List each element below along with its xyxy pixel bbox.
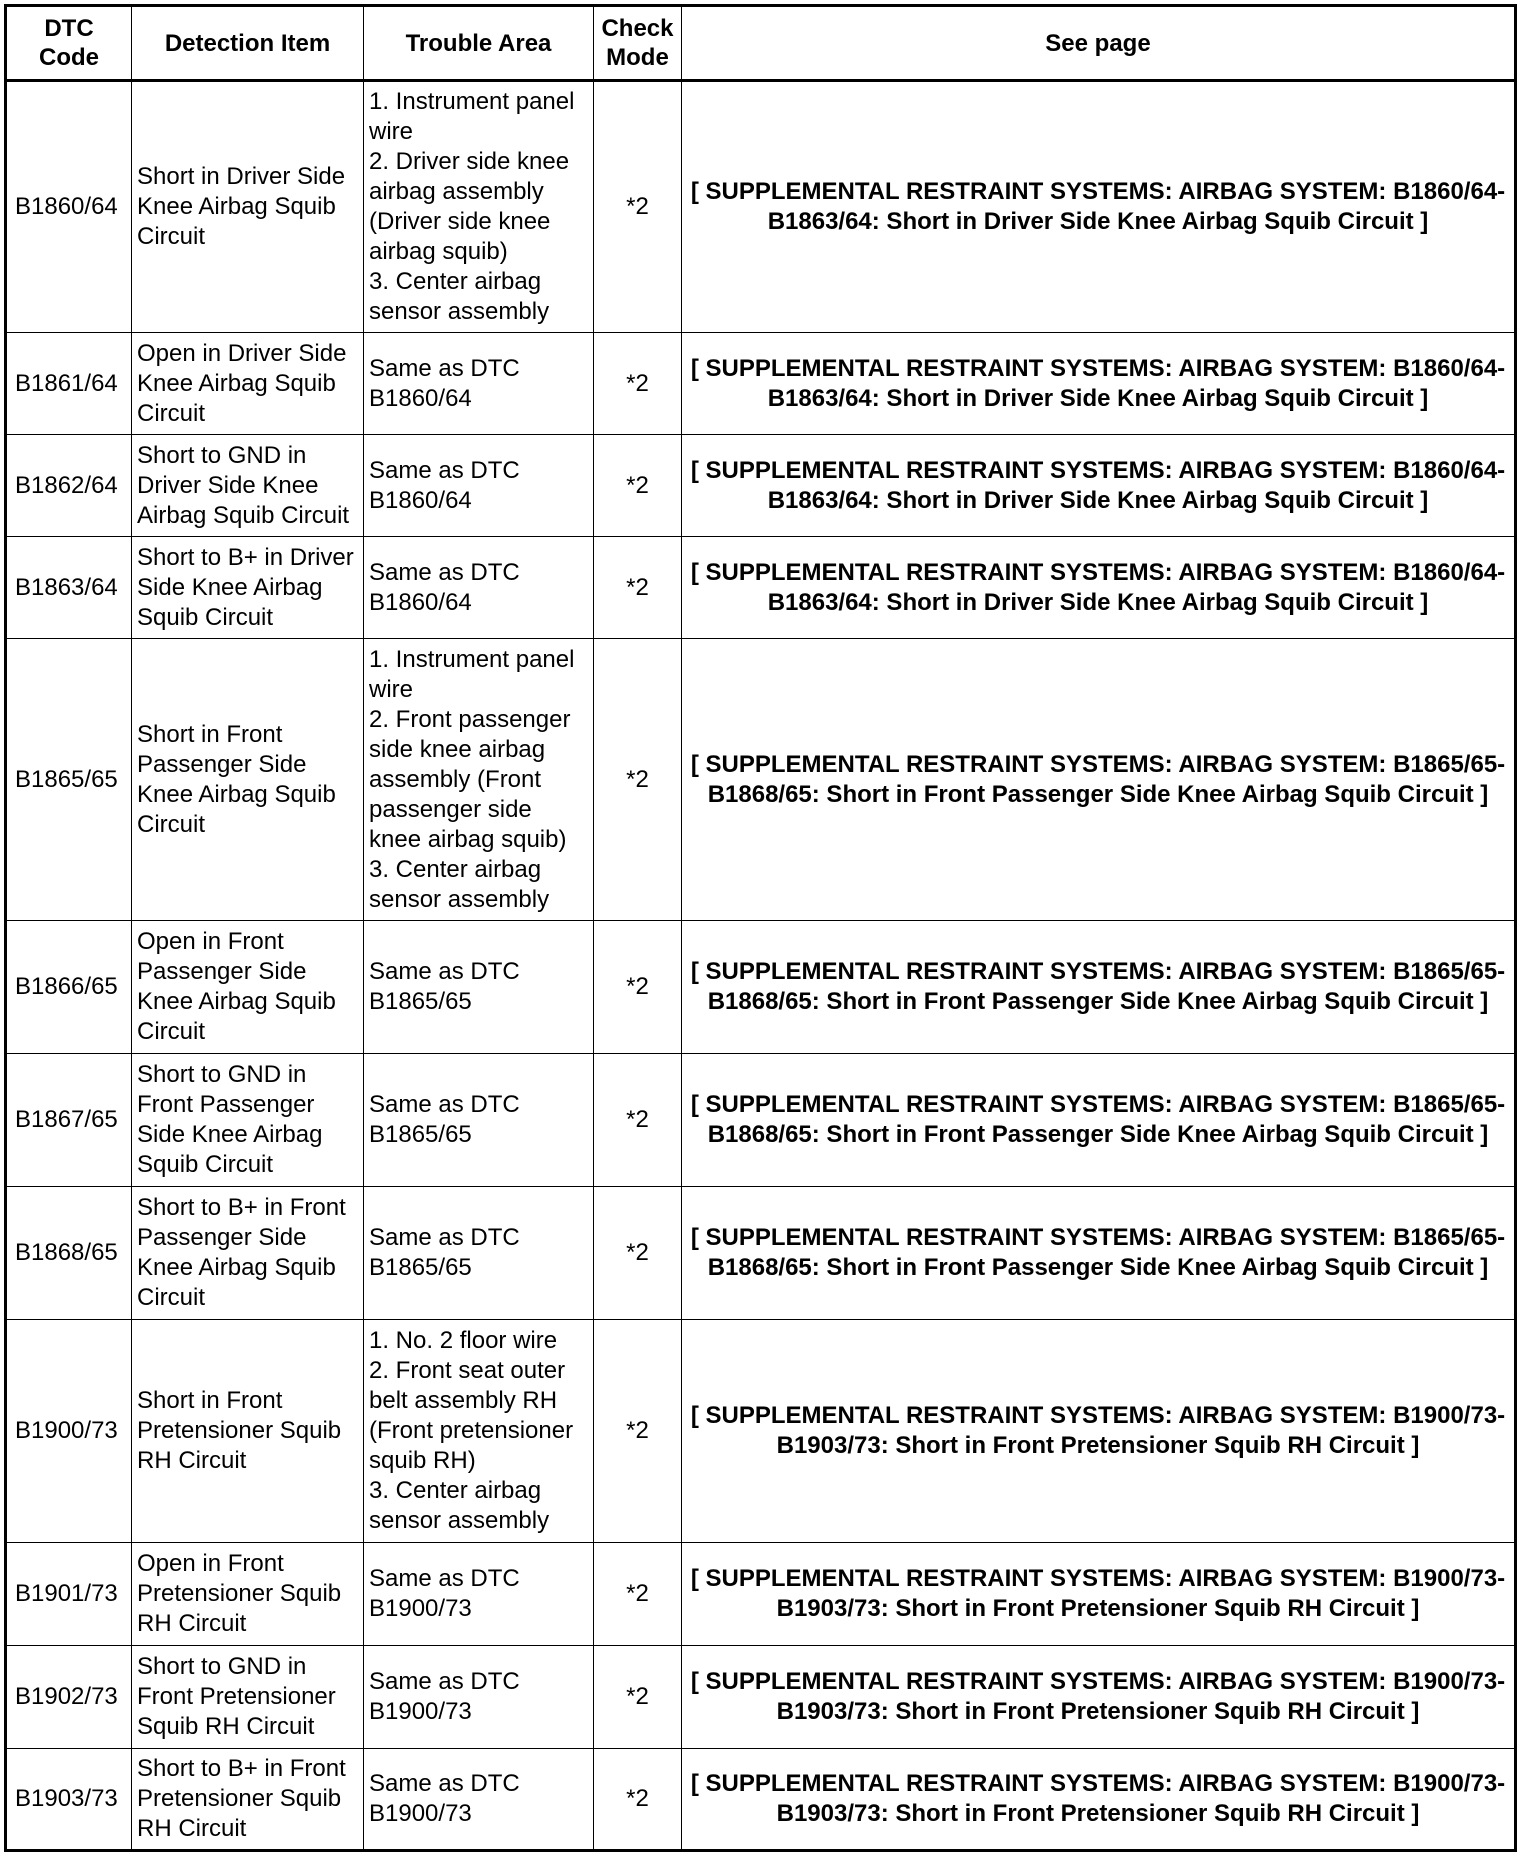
check-mode-cell: *2 (594, 1320, 682, 1543)
check-mode-cell: *2 (594, 81, 682, 333)
see-page-link[interactable]: [ SUPPLEMENTAL RESTRAINT SYSTEMS: AIRBAG SYSTEM: B1860/64-B1863/64: Short in Driver Side Knee Airbag Squib Circuit ] (682, 333, 1516, 435)
see-page-link[interactable]: [ SUPPLEMENTAL RESTRAINT SYSTEMS: AIRBAG SYSTEM: B1860/64-B1863/64: Short in Driver Side Knee Airbag Squib Circuit ] (682, 435, 1516, 537)
dtc-code-cell: B1901/73 (6, 1543, 132, 1646)
dtc-code-cell: B1867/65 (6, 1054, 132, 1187)
table-row (6, 81, 1516, 333)
table-row (6, 1749, 1516, 1851)
detection-item-cell: Short in Driver Side Knee Airbag Squib Circuit (132, 81, 364, 333)
see-page-link[interactable]: [ SUPPLEMENTAL RESTRAINT SYSTEMS: AIRBAG SYSTEM: B1900/73-B1903/73: Short in Front Pretensioner Squib RH Circuit ] (682, 1320, 1516, 1543)
trouble-area-cell: 1. Instrument panel wire 2. Driver side knee airbag assembly (Driver side knee airbag squib) 3. Center airbag sensor assembly (364, 81, 594, 333)
table-row (6, 1543, 1516, 1646)
see-page-link[interactable]: [ SUPPLEMENTAL RESTRAINT SYSTEMS: AIRBAG SYSTEM: B1865/65-B1868/65: Short in Front Passenger Side Knee Airbag Squib Circuit ] (682, 639, 1516, 921)
header-see-page: See page (682, 6, 1516, 81)
trouble-area-cell: Same as DTC B1865/65 (364, 921, 594, 1054)
trouble-area-cell: 1. Instrument panel wire 2. Front passenger side knee airbag assembly (Front passenger side knee airbag squib) 3. Center airbag sensor assembly (364, 639, 594, 921)
check-mode-cell: *2 (594, 1543, 682, 1646)
dtc-code-cell: B1860/64 (6, 81, 132, 333)
table-row (6, 537, 1516, 639)
table-row (6, 639, 1516, 921)
dtc-code-cell: B1903/73 (6, 1749, 132, 1851)
dtc-code-cell: B1900/73 (6, 1320, 132, 1543)
dtc-table (4, 4, 1517, 1852)
detection-item-cell: Short to B+ in Front Pretensioner Squib RH Circuit (132, 1749, 364, 1851)
detection-item-cell: Short in Front Passenger Side Knee Airbag Squib Circuit (132, 639, 364, 921)
trouble-area-cell: Same as DTC B1860/64 (364, 537, 594, 639)
detection-item-cell: Open in Front Pretensioner Squib RH Circuit (132, 1543, 364, 1646)
check-mode-cell: *2 (594, 1749, 682, 1851)
table-row (6, 1187, 1516, 1320)
header-check-mode: Check Mode (594, 6, 682, 81)
check-mode-cell: *2 (594, 1646, 682, 1749)
table-row (6, 333, 1516, 435)
see-page-link[interactable]: [ SUPPLEMENTAL RESTRAINT SYSTEMS: AIRBAG SYSTEM: B1860/64-B1863/64: Short in Driver Side Knee Airbag Squib Circuit ] (682, 537, 1516, 639)
check-mode-cell: *2 (594, 921, 682, 1054)
dtc-code-cell: B1866/65 (6, 921, 132, 1054)
see-page-link[interactable]: [ SUPPLEMENTAL RESTRAINT SYSTEMS: AIRBAG SYSTEM: B1865/65-B1868/65: Short in Front Passenger Side Knee Airbag Squib Circuit ] (682, 1054, 1516, 1187)
dtc-code-cell: B1868/65 (6, 1187, 132, 1320)
table-row (6, 1054, 1516, 1187)
trouble-area-cell: 1. No. 2 floor wire 2. Front seat outer belt assembly RH (Front pretensioner squib RH) 3. Center airbag sensor assembly (364, 1320, 594, 1543)
dtc-code-cell: B1861/64 (6, 333, 132, 435)
table-row (6, 1320, 1516, 1543)
dtc-code-cell: B1902/73 (6, 1646, 132, 1749)
header-detection-item: Detection Item (132, 6, 364, 81)
check-mode-cell: *2 (594, 435, 682, 537)
trouble-area-cell: Same as DTC B1865/65 (364, 1054, 594, 1187)
trouble-area-cell: Same as DTC B1900/73 (364, 1543, 594, 1646)
detection-item-cell: Short to B+ in Driver Side Knee Airbag Squib Circuit (132, 537, 364, 639)
see-page-link[interactable]: [ SUPPLEMENTAL RESTRAINT SYSTEMS: AIRBAG SYSTEM: B1865/65-B1868/65: Short in Front Passenger Side Knee Airbag Squib Circuit ] (682, 1187, 1516, 1320)
dtc-table-container (4, 4, 1514, 1847)
trouble-area-cell: Same as DTC B1860/64 (364, 333, 594, 435)
table-row (6, 1646, 1516, 1749)
detection-item-cell: Short in Front Pretensioner Squib RH Circuit (132, 1320, 364, 1543)
table-header-row (6, 6, 1516, 81)
see-page-link[interactable]: [ SUPPLEMENTAL RESTRAINT SYSTEMS: AIRBAG SYSTEM: B1860/64-B1863/64: Short in Driver Side Knee Airbag Squib Circuit ] (682, 81, 1516, 333)
trouble-area-cell: Same as DTC B1900/73 (364, 1749, 594, 1851)
see-page-link[interactable]: [ SUPPLEMENTAL RESTRAINT SYSTEMS: AIRBAG SYSTEM: B1900/73-B1903/73: Short in Front Pretensioner Squib RH Circuit ] (682, 1543, 1516, 1646)
trouble-area-cell: Same as DTC B1865/65 (364, 1187, 594, 1320)
check-mode-cell: *2 (594, 639, 682, 921)
check-mode-cell: *2 (594, 333, 682, 435)
check-mode-cell: *2 (594, 1187, 682, 1320)
see-page-link[interactable]: [ SUPPLEMENTAL RESTRAINT SYSTEMS: AIRBAG SYSTEM: B1900/73-B1903/73: Short in Front Pretensioner Squib RH Circuit ] (682, 1646, 1516, 1749)
detection-item-cell: Open in Driver Side Knee Airbag Squib Circuit (132, 333, 364, 435)
see-page-link[interactable]: [ SUPPLEMENTAL RESTRAINT SYSTEMS: AIRBAG SYSTEM: B1865/65-B1868/65: Short in Front Passenger Side Knee Airbag Squib Circuit ] (682, 921, 1516, 1054)
table-row (6, 921, 1516, 1054)
trouble-area-cell: Same as DTC B1900/73 (364, 1646, 594, 1749)
check-mode-cell: *2 (594, 1054, 682, 1187)
check-mode-cell: *2 (594, 537, 682, 639)
dtc-code-cell: B1862/64 (6, 435, 132, 537)
detection-item-cell: Short to B+ in Front Passenger Side Knee Airbag Squib Circuit (132, 1187, 364, 1320)
detection-item-cell: Short to GND in Front Pretensioner Squib RH Circuit (132, 1646, 364, 1749)
dtc-code-cell: B1863/64 (6, 537, 132, 639)
header-dtc-code: DTC Code (6, 6, 132, 81)
header-trouble-area: Trouble Area (364, 6, 594, 81)
detection-item-cell: Short to GND in Driver Side Knee Airbag Squib Circuit (132, 435, 364, 537)
detection-item-cell: Short to GND in Front Passenger Side Knee Airbag Squib Circuit (132, 1054, 364, 1187)
see-page-link[interactable]: [ SUPPLEMENTAL RESTRAINT SYSTEMS: AIRBAG SYSTEM: B1900/73-B1903/73: Short in Front Pretensioner Squib RH Circuit ] (682, 1749, 1516, 1851)
table-row (6, 435, 1516, 537)
trouble-area-cell: Same as DTC B1860/64 (364, 435, 594, 537)
detection-item-cell: Open in Front Passenger Side Knee Airbag Squib Circuit (132, 921, 364, 1054)
dtc-code-cell: B1865/65 (6, 639, 132, 921)
